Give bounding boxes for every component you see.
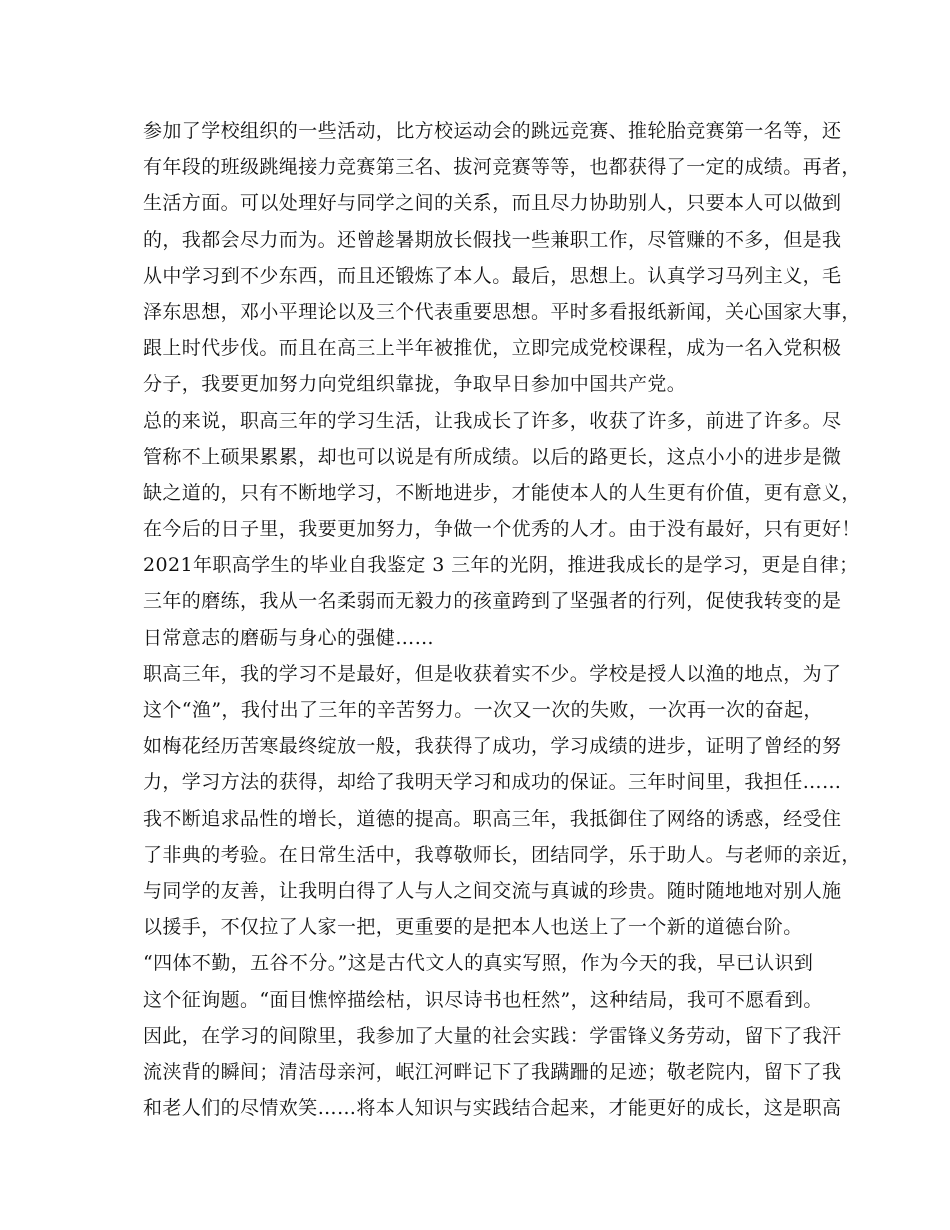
text-line: 力，学习方法的获得，却给了我明天学习和成功的保证。三年时间里，我担任…… <box>143 771 842 794</box>
text-line: 以援手，不仅拉了人家一把，更重要的是把本人也送上了一个新的道德台阶。 <box>143 916 803 939</box>
text-line: 日常意志的磨砺与身心的强健…… <box>143 626 435 649</box>
text-line: 这个征询题。“面目憔悴描绘枯，识尽诗书也枉然”，这种结局，我可不愿看到。 <box>143 988 823 1011</box>
text-line: 我不断追求品性的增长，道德的提高。职高三年，我抵御住了网络的诱惑，经受住 <box>143 807 842 830</box>
text-line: 生活方面。可以处理好与同学之间的关系，而且尽力协助别人，只要本人可以做到 <box>143 192 842 215</box>
text-line: 流浃背的瞬间；清洁母亲河，岷江河畔记下了我蹒跚的足迹；敬老院内，留下了我 <box>143 1060 842 1083</box>
text-line: 缺之道的，只有不断地学习，不断地进步，才能使本人的人生更有价值，更有意义， <box>143 481 861 504</box>
text-line: 有年段的班级跳绳接力竞赛第三名、拔河竞赛等等，也都获得了一定的成绩。再者， <box>143 156 861 179</box>
text-line: 与同学的友善，让我明白得了人与人之间交流与真诚的珍贵。随时随地地对别人施 <box>143 879 842 902</box>
text-line: 如梅花经历苦寒最终绽放一般，我获得了成功，学习成绩的进步，证明了曾经的努 <box>143 735 842 758</box>
text-line: 这个“渔”，我付出了三年的辛苦努力。一次又一次的失败，一次再一次的奋起， <box>143 699 823 721</box>
text-line: 三年的磨练，我从一名柔弱而无毅力的孩童跨到了坚强者的行列，促使我转变的是 <box>143 590 842 613</box>
text-line: 2021年职高学生的毕业自我鉴定 3 三年的光阴，推进我成长的是学习，更是自律； <box>143 554 859 577</box>
text-line: 从中学习到不少东西，而且还锻炼了本人。最后，思想上。认真学习马列主义，毛 <box>143 264 842 287</box>
text-line: 因此，在学习的间隙里，我参加了大量的社会实践：学雷锋义务劳动，留下了我汗 <box>143 1024 842 1047</box>
text-line: “四体不勤，五谷不分。”这是古代文人的真实写照，作为今天的我，早已认识到 <box>143 952 814 975</box>
text-line: 分子，我要更加努力向党组织靠拢，争取早日参加中国共产党。 <box>143 373 687 396</box>
text-line: 的，我都会尽力而为。还曾趁暑期放长假找一些兼职工作，尽管赚的不多，但是我 <box>143 228 842 251</box>
text-line: 在今后的日子里，我要更加努力，争做一个优秀的人才。由于没有最好，只有更好！ <box>143 518 861 541</box>
document-body <box>143 113 861 1126</box>
text-line: 职高三年，我的学习不是最好，但是收获着实不少。学校是授人以渔的地点，为了 <box>143 662 842 685</box>
text-line: 了非典的考验。在日常生活中，我尊敬师长，团结同学，乐于助人。与老师的亲近， <box>143 843 861 866</box>
text-line: 和老人们的尽情欢笑……将本人知识与实践结合起来，才能更好的成长，这是职高 <box>143 1097 842 1120</box>
text-line: 跟上时代步伐。而且在高三上半年被推优，立即完成党校课程，成为一名入党积极 <box>143 337 842 360</box>
text-line: 管称不上硕果累累，却也可以说是有所成绩。以后的路更长，这点小小的进步是微 <box>143 445 842 468</box>
text-line: 总的来说，职高三年的学习生活，让我成长了许多，收获了许多，前进了许多。尽 <box>143 409 842 432</box>
text-line: 泽东思想，邓小平理论以及三个代表重要思想。平时多看报纸新闻，关心国家大事， <box>143 300 861 323</box>
text-line: 参加了学校组织的一些活动，比方校运动会的跳远竞赛、推轮胎竞赛第一名等，还 <box>143 120 842 142</box>
